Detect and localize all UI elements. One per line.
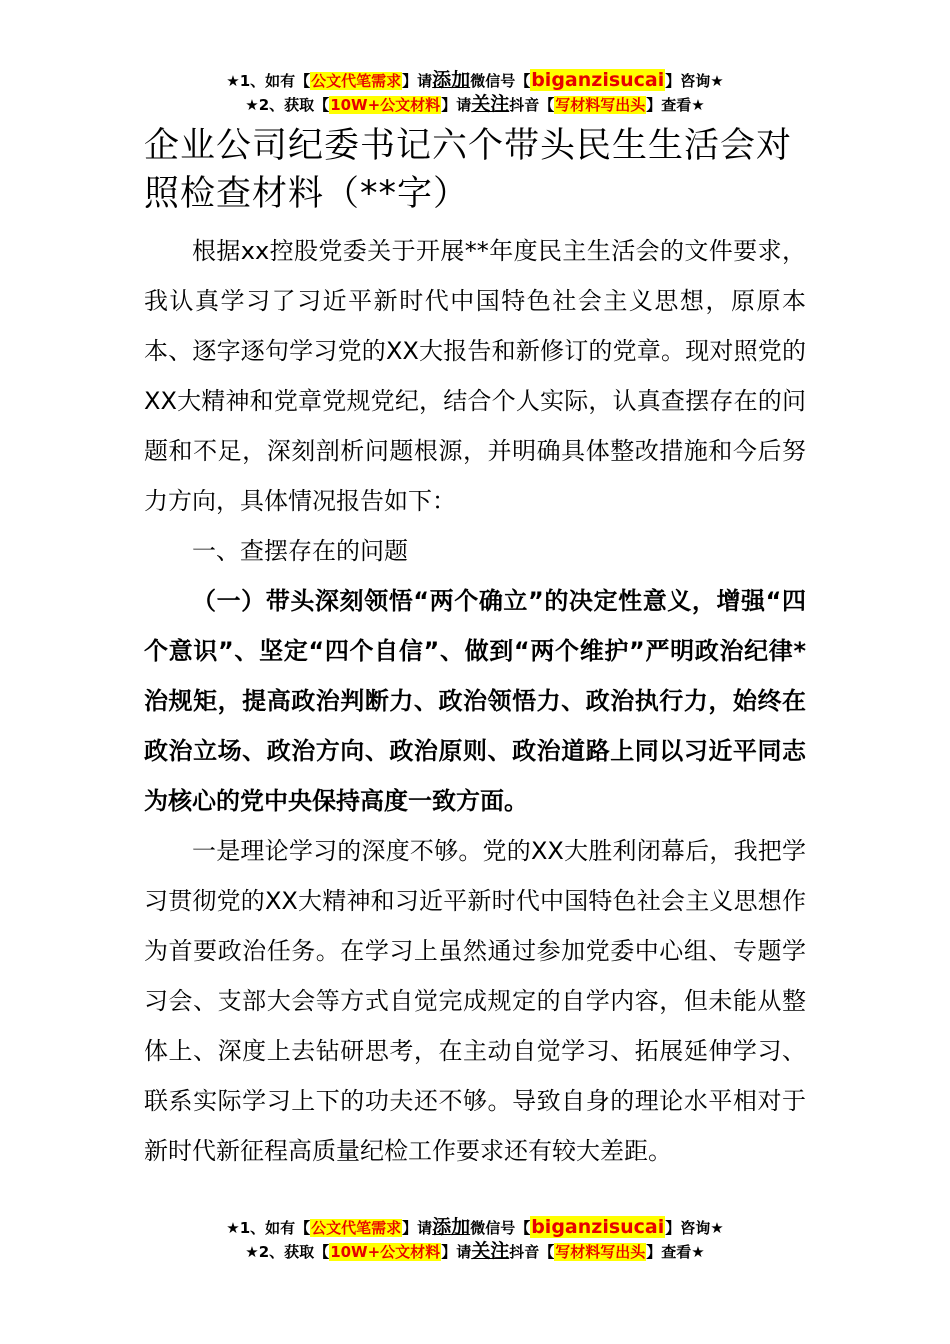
promo-text: 】请	[441, 1243, 472, 1261]
promo-highlight: 10W+公文材料	[330, 96, 441, 114]
promo-text: 】请	[441, 96, 472, 114]
promo-highlight: 写材料写出头	[555, 96, 646, 114]
promo-text: 】咨询★	[665, 1219, 724, 1237]
section-heading: 一、查摆存在的问题	[192, 537, 408, 565]
promo-text: 抖音【	[509, 96, 555, 114]
promo-line-2	[0, 1239, 950, 1263]
document-title: 企业公司纪委书记六个带头民生生活会对照检查材料（**字）	[144, 126, 793, 214]
subsection-heading: （一）带头深刻领悟“两个确立”的决定性意义，增强“四个意识”、坚定“四个自信”、做到“两个维护”严明政治纪律*治规矩，提高政治判断力、政治领悟力、政治执行力，始终在政治立场、政治方向、政治原则、政治道路上同以习近平同志为核心的党中央保持高度一致方面。	[144, 587, 806, 815]
promo-text: ★1、如有【	[226, 72, 311, 90]
promo-text: ★2、获取【	[245, 1243, 330, 1261]
promo-highlight: 公文代笔需求	[311, 1219, 402, 1237]
promo-highlight: biganzisucai	[531, 69, 665, 91]
top-promo-banner	[0, 68, 950, 116]
promo-underline: 关注	[471, 93, 510, 115]
promo-line-1	[0, 1215, 950, 1239]
promo-underline: 关注	[471, 1240, 510, 1262]
document-body	[144, 226, 806, 1176]
promo-highlight: 公文代笔需求	[311, 72, 402, 90]
promo-text: 】请	[402, 1219, 433, 1237]
promo-text: 】查看★	[646, 1243, 705, 1261]
promo-text: ★2、获取【	[245, 96, 330, 114]
intro-paragraph: 根据xx控股党委关于开展**年度民主生活会的文件要求，我认真学习了习近平新时代中国特色社会主义思想，原原本本、逐字逐句学习党的XX大报告和新修订的党章。现对照党的XX大精神和党章党规党纪，结合个人实际，认真查摆存在的问题和不足，深刻剖析问题根源，并明确具体整改措施和今后努力方向，具体情况报告如下：	[144, 237, 806, 515]
promo-underline: 添加	[432, 1216, 471, 1238]
promo-text: 】咨询★	[665, 72, 724, 90]
promo-highlight: 10W+公文材料	[330, 1243, 441, 1261]
promo-text: 】请	[402, 72, 433, 90]
promo-text: ★1、如有【	[226, 1219, 311, 1237]
promo-text: 】查看★	[646, 96, 705, 114]
promo-highlight: 写材料写出头	[555, 1243, 646, 1261]
bottom-promo-banner	[0, 1215, 950, 1263]
promo-text: 微信号【	[470, 1219, 531, 1237]
promo-highlight: biganzisucai	[531, 1216, 665, 1238]
promo-line-2	[0, 92, 950, 116]
promo-line-1	[0, 68, 950, 92]
promo-text: 抖音【	[509, 1243, 555, 1261]
promo-text: 微信号【	[470, 72, 531, 90]
promo-underline: 添加	[432, 69, 471, 91]
body-paragraph: 一是理论学习的深度不够。党的XX大胜利闭幕后，我把学习贯彻党的XX大精神和习近平新时代中国特色社会主义思想作为首要政治任务。在学习上虽然通过参加党委中心组、专题学习会、支部大会等方式自觉完成规定的自学内容，但未能从整体上、深度上去钻研思考，在主动自觉学习、拓展延伸学习、联系实际学习上下的功夫还不够。导致自身的理论水平相对于新时代新征程高质量纪检工作要求还有较大差距。	[144, 837, 806, 1165]
